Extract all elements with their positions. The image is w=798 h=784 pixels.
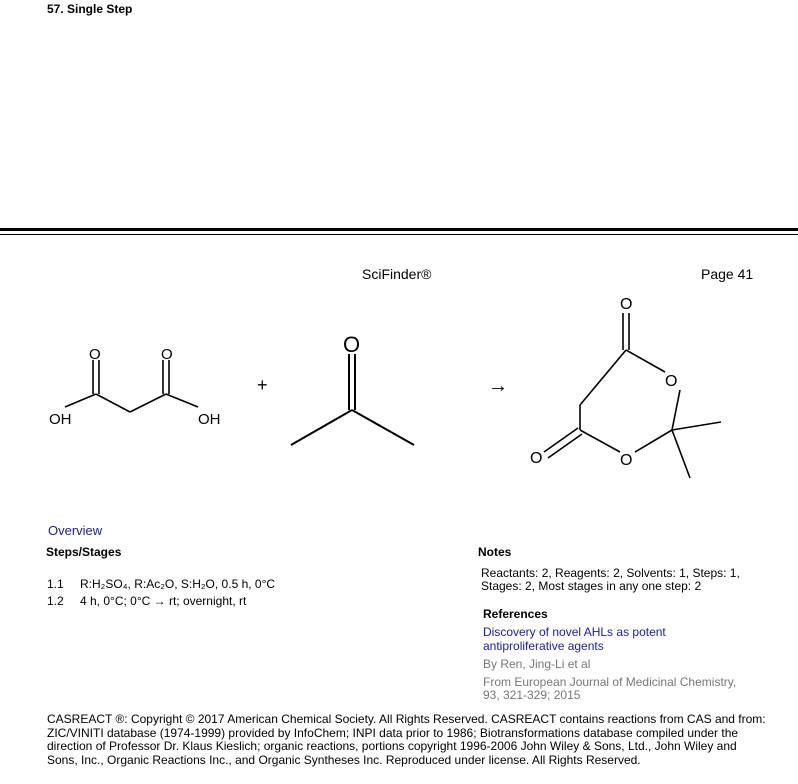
step-conditions: 4 h, 0°C; 0°C → rt; overnight, rt [80, 594, 247, 608]
reaction-scheme [0, 285, 798, 505]
copyright-notice: CASREACT ®: Copyright © 2017 American Chemical Society. All Rights Reserved. CASREACT contains reactions from CAS and from: ZIC/VINITI database (1974-1999) provided by InfoChem; INPI data prior to 1986; Biotransformations database compiled under the direction of Professor Dr. Klaus Kieslich; organic reactions, portions copyright 1996-2006 John Wiley & Sons, Ltd., John Wiley and Sons, Inc., Organic Reactions Inc., and Organic Syntheses Inc. Reproduced under license. All Rights Reserved. [47, 712, 766, 767]
reference-authors: By Ren, Jing-Li et al [483, 657, 591, 671]
atom-label: O [343, 332, 361, 357]
page-divider-thick [0, 228, 798, 231]
reactant-malonic-acid [65, 360, 198, 412]
step-row [47, 594, 246, 608]
atom-label: O [530, 450, 543, 467]
references-heading: References [483, 607, 548, 621]
reactant-acetone [291, 354, 414, 445]
reference-source: From European Journal of Medicinal Chemistry, 93, 321-329; 2015 [483, 675, 737, 702]
steps-heading: Steps/Stages [46, 545, 122, 559]
atom-label: OH [49, 411, 72, 428]
step-row [47, 577, 275, 591]
atom-label: O [620, 452, 633, 469]
overview-link[interactable]: Overview [48, 523, 103, 538]
notes-text: Reactants: 2, Reagents: 2, Solvents: 1, Steps: 1, Stages: 2, Most stages in any one step: 2 [481, 566, 740, 593]
step-title: 57. Single Step [47, 2, 133, 16]
atom-label: OH [198, 411, 221, 428]
reference-title-link[interactable]: Discovery of novel AHLs as potent antiproliferative agents [483, 625, 666, 653]
atom-label: O [665, 373, 678, 390]
plus-sign: + [257, 375, 268, 395]
page-divider-thin [0, 234, 798, 235]
atom-label: O [89, 346, 101, 363]
reaction-arrow: → [488, 375, 508, 397]
header-app-name: SciFinder® [362, 266, 432, 282]
product-meldrums-acid [544, 313, 721, 478]
atom-label: O [620, 296, 633, 313]
atom-label: O [161, 346, 173, 363]
step-conditions: R:H₂SO₄, R:Ac₂O, S:H₂O, 0.5 h, 0°C [80, 577, 276, 591]
notes-heading: Notes [478, 545, 512, 559]
step-number: 1.1 [47, 577, 64, 591]
step-number: 1.2 [47, 594, 64, 608]
header-page-number: Page 41 [701, 266, 754, 282]
